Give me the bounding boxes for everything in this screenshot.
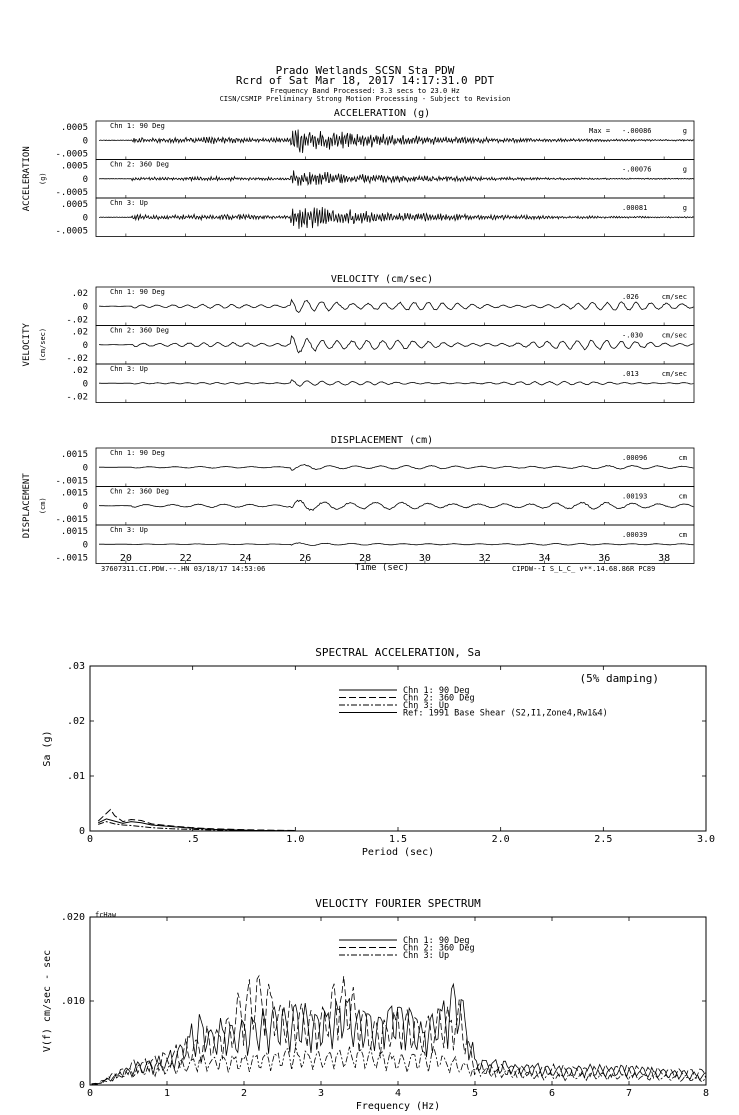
plot-frame bbox=[90, 666, 706, 831]
channel-trace bbox=[99, 464, 693, 470]
y-tick-zero: 0 bbox=[82, 340, 88, 351]
y-tick-label: .010 bbox=[60, 996, 85, 1007]
panel-title: ACCELERATION (g) bbox=[333, 108, 431, 119]
x-tick-label: 0 bbox=[86, 1088, 94, 1099]
y-tick-label: .01 bbox=[66, 771, 85, 782]
y-tick-zero: 0 bbox=[82, 136, 88, 147]
panel-units-label: (cm/sec) bbox=[39, 327, 47, 362]
panel-title: VELOCITY (cm/sec) bbox=[330, 274, 434, 285]
y-tick-zero: 0 bbox=[82, 463, 88, 474]
time-tick-label: 28 bbox=[359, 553, 372, 564]
channel-label: Chn 3: Up bbox=[110, 526, 148, 534]
y-tick-bottom: -.0005 bbox=[55, 187, 88, 198]
panel-2 bbox=[22, 274, 694, 403]
time-tick-label: 34 bbox=[538, 553, 551, 564]
peak-unit: cm bbox=[678, 492, 687, 501]
vf-series-line bbox=[92, 976, 706, 1084]
peak-unit: g bbox=[682, 127, 687, 135]
channel-frame bbox=[96, 487, 694, 526]
panel-title: DISPLACEMENT (cm) bbox=[330, 435, 434, 446]
channel-label: Chn 3: Up bbox=[110, 365, 148, 373]
y-tick-top: .02 bbox=[71, 366, 88, 377]
panel-units-label: (g) bbox=[39, 172, 47, 186]
peak-value: .00096 bbox=[622, 454, 648, 462]
x-tick-label: 2.5 bbox=[594, 834, 613, 845]
y-axis-label: V(f) cm/sec - sec bbox=[42, 949, 53, 1053]
channel-3 bbox=[66, 364, 694, 403]
channel-label: Chn 3: Up bbox=[110, 199, 148, 207]
channel-trace bbox=[99, 500, 693, 510]
y-tick-bottom: -.0005 bbox=[55, 149, 88, 160]
channel-trace bbox=[99, 170, 694, 185]
x-tick-label: 4 bbox=[394, 1088, 402, 1099]
channel-2 bbox=[66, 326, 694, 365]
peak-prefix: Max = bbox=[589, 127, 611, 135]
panel-3 bbox=[22, 435, 694, 564]
station-title: Prado Wetlands SCSN Sta PDW bbox=[275, 64, 455, 77]
peak-unit: cm/sec bbox=[661, 370, 687, 378]
panel-units-label: (cm) bbox=[39, 497, 47, 515]
y-tick-zero: 0 bbox=[82, 302, 88, 313]
legend-entry: Chn 3: Up bbox=[403, 701, 450, 711]
y-tick-zero: 0 bbox=[82, 379, 88, 390]
y-tick-zero: 0 bbox=[82, 501, 88, 512]
x-tick-label: 3 bbox=[317, 1088, 325, 1099]
y-tick-zero: 0 bbox=[82, 174, 88, 185]
x-tick-label: 5 bbox=[471, 1088, 479, 1099]
x-tick-label: 1 bbox=[163, 1088, 171, 1099]
x-tick-label: 3.0 bbox=[696, 834, 716, 845]
x-tick-label: .5 bbox=[186, 834, 199, 845]
legend-entry: Chn 2: 360 Deg bbox=[403, 943, 475, 954]
peak-value: -.00086 bbox=[622, 127, 652, 135]
y-tick-label: .02 bbox=[66, 716, 85, 727]
frequency-band: Frequency Band Processed: 3.3 secs to 23.0 Hz bbox=[270, 87, 460, 95]
sa-series-line bbox=[98, 810, 295, 831]
peak-value: .00193 bbox=[622, 492, 648, 501]
spectral-acceleration-chart bbox=[42, 646, 715, 858]
corner-label: fcHaw bbox=[95, 911, 117, 919]
peak-value: -.00076 bbox=[622, 165, 652, 174]
channel-label: Chn 1: 90 Deg bbox=[110, 122, 165, 130]
x-tick-label: 6 bbox=[548, 1088, 556, 1099]
y-tick-label: .020 bbox=[60, 912, 85, 923]
peak-value: .013 bbox=[622, 370, 639, 378]
channel-2 bbox=[55, 487, 694, 526]
panel-1 bbox=[22, 108, 694, 237]
y-tick-label: 0 bbox=[78, 1080, 85, 1091]
vf-series-line bbox=[92, 984, 706, 1084]
velocity-fourier-chart bbox=[42, 897, 709, 1112]
peak-unit: cm/sec bbox=[661, 331, 687, 340]
channel-label: Chn 2: 360 Deg bbox=[110, 160, 170, 169]
record-header bbox=[220, 64, 511, 103]
panel-side-label: VELOCITY bbox=[22, 323, 32, 367]
y-tick-bottom: -.0015 bbox=[55, 514, 88, 525]
legend-entry: Ref: 1991 Base Shear (S2,I1,Zone4,Rw1&4) bbox=[403, 708, 608, 719]
y-tick-top: .0005 bbox=[60, 200, 88, 211]
channel-label: Chn 1: 90 Deg bbox=[110, 288, 165, 296]
legend-entry: Chn 1: 90 Deg bbox=[403, 686, 470, 696]
x-tick-label: 2 bbox=[240, 1088, 248, 1099]
x-tick-label: 1.5 bbox=[388, 834, 408, 845]
y-tick-top: .0005 bbox=[60, 123, 88, 134]
time-footer-right: CIPDW--I S_L_C_ v**.14.68.86R PC89 bbox=[512, 565, 656, 573]
y-tick-bottom: -.02 bbox=[66, 392, 88, 403]
time-tick-label: 36 bbox=[598, 553, 611, 564]
y-tick-bottom: -.0015 bbox=[55, 553, 88, 564]
time-tick-label: 38 bbox=[658, 553, 671, 564]
legend-entry: Chn 1: 90 Deg bbox=[403, 936, 470, 946]
y-tick-top: .0015 bbox=[60, 527, 88, 538]
channel-trace bbox=[99, 300, 693, 313]
y-tick-top: .0015 bbox=[60, 488, 88, 499]
y-tick-label: .03 bbox=[66, 661, 85, 672]
channel-2 bbox=[55, 160, 694, 199]
legend-entry: Chn 2: 360 Deg bbox=[403, 693, 475, 704]
channel-label: Chn 2: 360 Deg bbox=[110, 326, 170, 335]
x-tick-label: 1.0 bbox=[286, 834, 305, 845]
peak-unit: g bbox=[682, 204, 687, 212]
time-series-panels bbox=[22, 108, 694, 564]
sa-series-line bbox=[98, 822, 295, 831]
time-footer-left: 37607311.CI.PDW.--.HN 03/18/17 14:53:06 bbox=[101, 565, 266, 573]
x-tick-label: 8 bbox=[702, 1088, 710, 1099]
y-tick-bottom: -.02 bbox=[66, 353, 88, 364]
channel-trace bbox=[99, 380, 693, 387]
peak-value: .026 bbox=[622, 293, 639, 301]
x-axis-label: Frequency (Hz) bbox=[355, 1101, 441, 1112]
chart-title: VELOCITY FOURIER SPECTRUM bbox=[315, 897, 481, 910]
record-time: Rcrd of Sat Mar 18, 2017 14:17:31.0 PDT bbox=[235, 74, 495, 87]
peak-unit: g bbox=[682, 165, 687, 174]
y-tick-bottom: -.0005 bbox=[55, 226, 88, 237]
peak-value: .00081 bbox=[622, 204, 648, 212]
peak-value: -.030 bbox=[622, 331, 644, 340]
time-tick-label: 22 bbox=[179, 553, 192, 564]
y-tick-zero: 0 bbox=[82, 213, 88, 224]
time-axis-label: Time (sec) bbox=[354, 563, 410, 573]
time-tick-label: 20 bbox=[119, 553, 132, 564]
y-tick-bottom: -.02 bbox=[66, 315, 88, 326]
y-tick-bottom: -.0015 bbox=[55, 476, 88, 487]
panel-side-label: DISPLACEMENT bbox=[22, 473, 32, 539]
chart-title: SPECTRAL ACCELERATION, Sa bbox=[315, 646, 481, 659]
processing-notice: CISN/CSMIP Preliminary Strong Motion Processing - Subject to Revision bbox=[219, 95, 511, 103]
legend-entry: Chn 3: Up bbox=[403, 951, 450, 961]
time-tick-label: 26 bbox=[299, 553, 312, 564]
time-tick-label: 30 bbox=[418, 553, 431, 564]
channel-trace bbox=[99, 543, 693, 546]
x-axis-label: Period (sec) bbox=[361, 847, 435, 858]
peak-unit: cm bbox=[678, 531, 687, 539]
y-tick-top: .0015 bbox=[60, 450, 88, 461]
channel-1 bbox=[55, 121, 694, 160]
y-tick-label: 0 bbox=[78, 826, 85, 837]
channel-frame bbox=[96, 448, 694, 487]
y-tick-top: .0005 bbox=[60, 161, 88, 172]
channel-1 bbox=[66, 287, 694, 326]
time-tick-label: 32 bbox=[478, 553, 491, 564]
channel-1 bbox=[55, 448, 694, 487]
y-axis-label: Sa (g) bbox=[42, 730, 53, 767]
sa-series-line bbox=[98, 819, 295, 831]
x-tick-label: 0 bbox=[86, 834, 94, 845]
channel-trace bbox=[99, 207, 694, 229]
peak-unit: cm/sec bbox=[661, 293, 687, 301]
channel-trace bbox=[99, 336, 693, 353]
y-tick-top: .02 bbox=[71, 289, 88, 300]
y-tick-top: .02 bbox=[71, 327, 88, 338]
channel-label: Chn 2: 360 Deg bbox=[110, 487, 170, 496]
peak-value: .00039 bbox=[622, 531, 648, 539]
channel-3 bbox=[55, 198, 694, 237]
peak-unit: cm bbox=[678, 454, 687, 462]
x-tick-label: 2.0 bbox=[491, 834, 510, 845]
damping-note: (5% damping) bbox=[579, 672, 659, 685]
time-tick-label: 24 bbox=[239, 553, 252, 564]
x-tick-label: 7 bbox=[625, 1088, 633, 1099]
channel-label: Chn 1: 90 Deg bbox=[110, 449, 165, 457]
y-tick-zero: 0 bbox=[82, 540, 88, 551]
panel-side-label: ACCELERATION bbox=[22, 146, 32, 212]
